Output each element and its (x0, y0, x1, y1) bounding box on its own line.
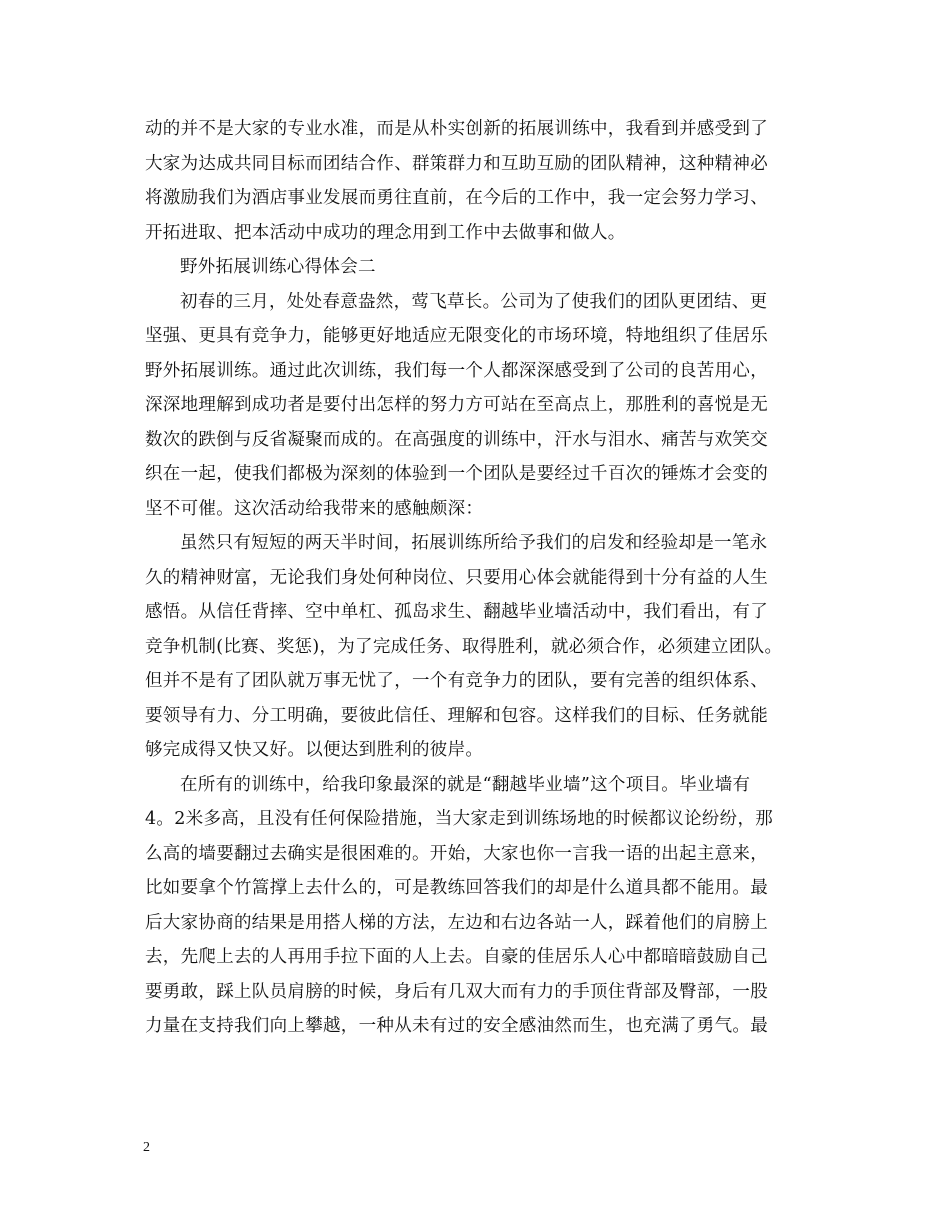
paragraph-line: 坚强、更具有竞争力，能够更好地适应无限变化的市场环境，特地组织了佳居乐 (145, 326, 768, 346)
paragraph-line: 虽然只有短短的两天半时间，拓展训练所给予我们的启发和经验却是一笔永 (180, 533, 768, 553)
paragraph-line: 开拓进取、把本活动中成功的理念用到工作中去做事和做人。 (145, 222, 626, 243)
paragraph-line: 大家为达成共同目标而团结合作、群策群力和互助互励的团队精神，这种精神必 (145, 153, 768, 174)
paragraph-line: 去，先爬上去的人再用手拉下面的人上去。自豪的佳居乐人心中都暗暗鼓励自己 (145, 947, 768, 967)
paragraph-line: 力量在支持我们向上攀越，一种从未有过的安全感油然而生，也充满了勇气。最 (145, 1016, 768, 1036)
paragraph-line: 织在一起，使我们都极为深刻的体验到一个团队是要经过千百次的锤炼才会变的 (145, 464, 768, 484)
paragraph-line: 够完成得又快又好。以便达到胜利的彼岸。 (145, 740, 484, 760)
paragraph-line: 4。2米多高，且没有任何保险措施，当大家走到训练场地的时候都议论纷纷，那 (145, 809, 774, 829)
paragraph-line: 要领导有力、分工明确，要彼此信任、理解和包容。这样我们的目标、任务就能 (145, 705, 768, 726)
paragraph-line: 感悟。从信任背摔、空中单杠、孤岛求生、翻越毕业墙活动中，我们看出，有了 (145, 602, 768, 622)
paragraph-line: 动的并不是大家的专业水准，而是从朴实创新的拓展训练中，我看到并感受到了 (145, 119, 768, 139)
paragraph-line: 么高的墙要翻过去确实是很困难的。开始，大家也你一言我一语的出起主意来， (145, 843, 768, 864)
paragraph-line: 比如要拿个竹篙撑上去什么的，可是教练回答我们的却是什么道具都不能用。最 (145, 878, 768, 898)
paragraph-line: 深深地理解到成功者是要付出怎样的努力方可站在至高点上，那胜利的喜悦是无 (145, 395, 768, 415)
paragraph-line: 数次的跌倒与反省凝聚而成的。在高强度的训练中，汗水与泪水、痛苦与欢笑交 (145, 429, 768, 450)
paragraph-line: 初春的三月，处处春意盎然，莺飞草长。公司为了使我们的团队更团结、更 (180, 291, 768, 312)
paragraph-line: 竞争机制(比赛、奖惩)，为了完成任务、取得胜利，就必须合作，必须建立团队。 (145, 636, 783, 657)
paragraph-line: 但并不是有了团队就万事无忧了，一个有竞争力的团队，要有完善的组织体系、 (145, 671, 768, 691)
paragraph-line: 坚不可催。这次活动给我带来的感触颇深： (145, 498, 484, 519)
paragraph-line: 久的精神财富，无论我们身处何种岗位、只要用心体会就能得到十分有益的人生 (145, 567, 768, 588)
paragraph-line: 要勇敢，踩上队员肩膀的时候，身后有几双大而有力的手顶住背部及臀部，一股 (145, 981, 768, 1002)
section-heading: 野外拓展训练心得体会二 (180, 257, 376, 277)
paragraph-line: 后大家协商的结果是用搭人梯的方法，左边和右边各站一人，踩着他们的肩膀上 (145, 912, 768, 933)
paragraph-line: 野外拓展训练。通过此次训练，我们每一个人都深深感受到了公司的良苦用心， (145, 360, 768, 381)
page-number: 2 (143, 1140, 150, 1155)
paragraph-line: 将激励我们为酒店事业发展而勇往直前，在今后的工作中，我一定会努力学习、 (145, 188, 768, 208)
paragraph-line: 在所有的训练中，给我印象最深的就是“翻越毕业墙”这个项目。毕业墙有 (180, 774, 751, 795)
